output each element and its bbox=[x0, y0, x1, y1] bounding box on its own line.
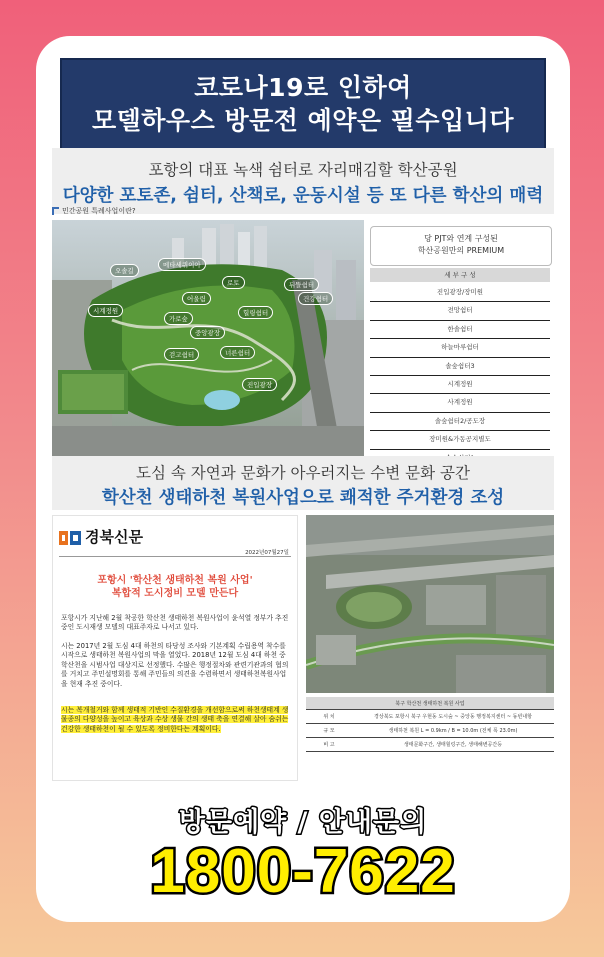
ad-card bbox=[36, 36, 570, 922]
facility-item: 솔숲쉼터3 bbox=[370, 358, 550, 376]
river-aerial-illustration bbox=[306, 515, 554, 693]
facility-list bbox=[370, 284, 550, 468]
news-divider bbox=[59, 556, 291, 557]
contact-label: 방문예약 / 안내문의 bbox=[178, 807, 428, 838]
park-label: 진입광장 bbox=[242, 378, 277, 391]
river-line-2: 학산천 생태하천 복원사업으로 쾌적한 주거환경 조성 bbox=[101, 488, 505, 508]
facility-item: 진입광장/장미원 bbox=[370, 284, 550, 302]
newspaper-name: 경북신문 bbox=[85, 528, 143, 546]
row-key: 비 고 bbox=[306, 738, 352, 752]
park-aerial-image bbox=[52, 220, 364, 456]
notice-banner bbox=[60, 58, 546, 150]
park-label: 힐링쉼터 bbox=[238, 306, 273, 319]
premium-line-2: 학산공원만의 PREMIUM bbox=[417, 246, 505, 255]
newspaper-logo bbox=[59, 526, 143, 547]
table-row bbox=[306, 724, 554, 738]
facility-item: 한솔쉼터 bbox=[370, 321, 550, 339]
headline-line-1: 포항시 '학산천 생태하천 복원 사업' bbox=[97, 575, 253, 586]
park-label: 가로숲 bbox=[164, 312, 193, 325]
news-date: 2022년07월27일 bbox=[245, 550, 289, 556]
news-paragraph-2: 시는 2017년 2월 도심 4대 하천의 타당성 조사와 기본계획 수립용역 착수를 시작으로 생태하천 복원사업의 막을 열었다. 2018년 12월 도심 4대 하천 중 학산천을 시범사업 대상지로 선정했다. 수많은 행정절차와 관련기관과의 협의를 거치고 주민설명회를 통해 주민들의 의견을 수렴하면서 생태하천복원사업을 현재 추진 중이다. bbox=[61, 642, 289, 688]
section-label-text: 민간공원 특례사업이란? bbox=[62, 207, 136, 215]
news-clipping bbox=[52, 515, 298, 781]
facility-item: 전망쉼터 bbox=[370, 302, 550, 320]
park-label: 메타세쿼이아 bbox=[158, 258, 206, 271]
intro-line-1: 포항의 대표 녹색 쉼터로 자리매김할 학산공원 bbox=[148, 161, 458, 179]
river-line-1: 도심 속 자연과 문화가 아우러지는 수변 문화 공간 bbox=[136, 464, 470, 482]
table-row bbox=[306, 710, 554, 724]
table-row bbox=[306, 738, 554, 752]
banner-line-2: 모델하우스 방문전 예약은 필수입니다 bbox=[91, 106, 514, 135]
park-label: 건강쉼터 bbox=[298, 292, 333, 305]
facility-item: 시계정원 bbox=[370, 376, 550, 394]
facility-item: 솔숲쉼터2/공도장 bbox=[370, 413, 550, 431]
bracket-icon bbox=[52, 207, 59, 215]
news-highlight: 시는 복개철거와 함께 생태적 기반인 수질환경을 개선함으로써 하천생태계 생물종의 다양성을 높이고 육상과 수상 생물 간의 생태 축을 연결해 살아 숨쉬는 건강한 생태하천이 될 수 있도록 정비한다는 계획이다. bbox=[61, 706, 289, 733]
headline-line-2: 복합적 도시정비 모델 만든다 bbox=[111, 588, 239, 599]
premium-box bbox=[370, 226, 552, 266]
intro-line-2: 다양한 포토존, 쉼터, 산책로, 운동시설 등 또 다른 학산의 매력 bbox=[62, 186, 544, 206]
banner-line-1: 코로나19로 인하여 bbox=[194, 73, 412, 102]
park-intro bbox=[52, 148, 554, 214]
newspaper-logo-icon bbox=[59, 530, 81, 544]
river-section bbox=[52, 456, 554, 510]
project-title: 북구 학산천 생태하천 복원 사업 bbox=[306, 697, 554, 710]
row-key: 위 치 bbox=[306, 710, 352, 724]
facility-header: 세 부 구 성 bbox=[370, 268, 550, 282]
news-headline bbox=[53, 574, 297, 600]
row-key: 규 모 bbox=[306, 724, 352, 738]
park-label: 오솔길 bbox=[110, 264, 139, 277]
news-paragraph-3 bbox=[61, 706, 289, 734]
facility-item: 장미원&가동공지별도 bbox=[370, 431, 550, 449]
park-label: 시계정원 bbox=[88, 304, 123, 317]
phone-number[interactable]: 1800-7622 bbox=[150, 837, 456, 906]
facility-item: 하늘마루쉼터 bbox=[370, 339, 550, 357]
river-aerial-image bbox=[306, 515, 554, 693]
section-label bbox=[52, 206, 136, 216]
row-value: 경상북도 포항시 북구 우현동 도시숲 ~ 중앙동 행정복지센터 ~ 동빈내항 bbox=[352, 710, 554, 724]
park-label: 로토 bbox=[222, 276, 245, 289]
row-value: 생태문화구간, 생태힐링구간, 생태해변공간등 bbox=[352, 738, 554, 752]
park-label: 뒤뜰쉼터 bbox=[284, 278, 319, 291]
park-label: 너른쉼터 bbox=[220, 346, 255, 359]
park-label: 중앙광장 bbox=[190, 326, 225, 339]
premium-line-1: 당 PJT와 연계 구성된 bbox=[424, 234, 498, 243]
news-paragraph-1: 포항시가 지난해 2월 착공한 학산천 생태하천 복원사업이 윤석열 정부가 추진중인 도시재생 모델의 대표주자로 나서고 있다. bbox=[61, 614, 289, 632]
park-label: 어울림 bbox=[182, 292, 211, 305]
project-info-table bbox=[306, 697, 554, 752]
row-value: 생태하천 복원 L = 0.9km / B = 10.0m (전체 폭 23.0m) bbox=[352, 724, 554, 738]
park-label: 걷고쉼터 bbox=[164, 348, 199, 361]
facility-item: 사계정원 bbox=[370, 394, 550, 412]
